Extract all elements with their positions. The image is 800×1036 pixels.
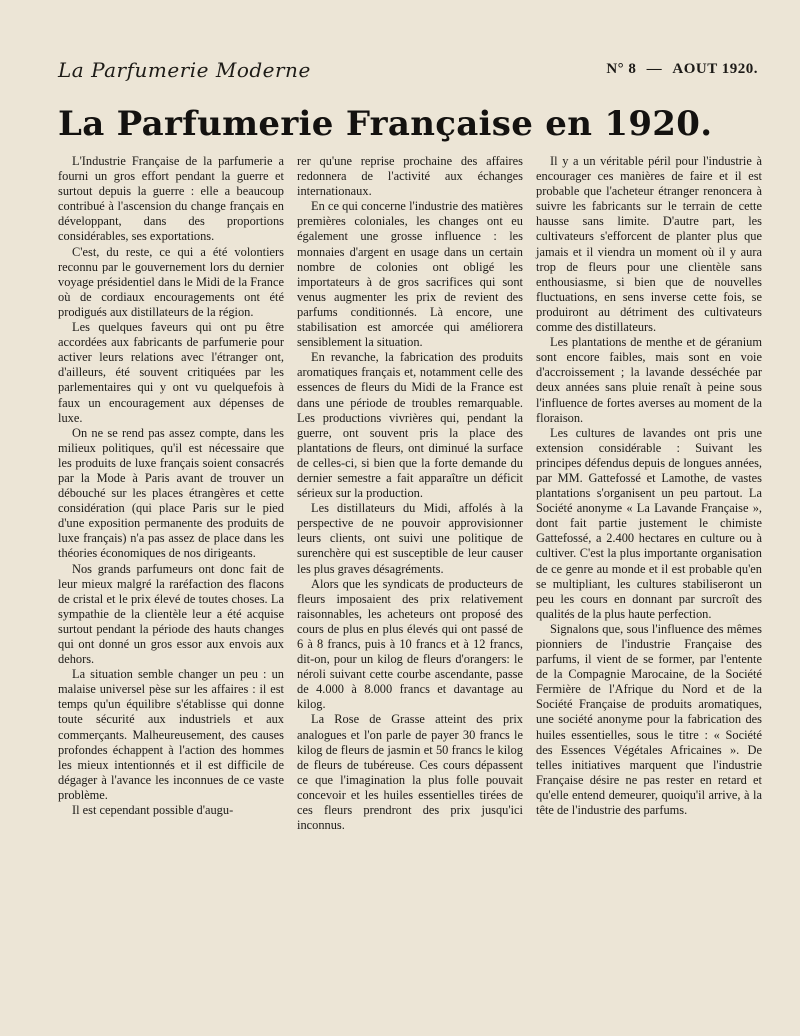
- issue-number: N° 8: [606, 61, 637, 77]
- issue-date: AOUT 1920.: [672, 61, 758, 77]
- column-1: [58, 154, 284, 833]
- column-2: [297, 154, 523, 833]
- paragraph: Nos grands parfumeurs ont donc fait de leur mieux malgré la raréfaction des flacons de cristal et le prix élevé de toutes choses. La sympathie de la clientèle leur a été acquise surtout pendant la période des hauts changes qui ont donné un gros essor aux envois aux dehors.: [58, 561, 284, 667]
- paragraph: En ce qui concerne l'industrie des matières premières coloniales, les changes ont eu également une grosse influence : les monnaies d'argent en usage dans un certain nombre de colonies ont obligé les importateurs à de gros sacrifices qui sont venus augmenter les prix de revient des parfums conditionnés. Là encore, une stabilisation est amorcée qui améliorera sensiblement la situation.: [297, 199, 523, 350]
- issue-info: [600, 61, 758, 78]
- paragraph: Il est cependant possible d'augu-: [72, 803, 234, 818]
- paragraph: Les distillateurs du Midi, affolés à la perspective de ne pouvoir approvisionner leurs clients, ont suivi une politique de surenchère qui est susceptible de leur causer les plus graves désagréments.: [297, 501, 523, 576]
- paragraph: Les quelques faveurs qui ont pu être accordées aux fabricants de parfumerie pour activer leurs relations avec l'étranger ont, d'ailleurs, été souvent critiquées par les parlementaires qui y ont vu quelquefois à faux un encouragement aux dépenses de luxe.: [58, 320, 284, 425]
- paragraph: Il y a un véritable péril pour l'industrie à encourager ces manières de faire et il est probable que l'acheteur étranger renoncera à suivre les fabricants sur le terrain de cette hausse sans limite. D'autre part, les cultivateurs s'efforcent de planter plus que jamais et il viendra un moment où il y aura trop de fleurs pour une clientèle sans enthousiasme, si bien que de nouvelles fluctuations, en sens inverse cette fois, se produiront au détriment des cultivateurs comme des distillateurs.: [536, 154, 762, 335]
- masthead: [58, 58, 758, 86]
- paragraph: La Rose de Grasse atteint des prix analogues et l'on parle de payer 30 francs le kilog de fleurs de jasmin et 50 francs le kilog de fleurs de tubéreuse. Ces cours dépassent ce que l'imagination la plus folle pouvait concevoir et les huiles essentielles tirées de ces fleurs prendront des prix jusqu'ici inconnus.: [297, 712, 523, 833]
- paragraph: Signalons que, sous l'influence des mêmes pionniers de l'industrie Française des parfums, il vient de se former, par l'entente de la Compagnie Marocaine, de la Société Fermière de l'Afrique du Nord et de la Société Française de produits aromatiques, une société anonyme pour la fabrication des huiles essentielles, sous le titre : « Société des Essences Végétales Africaines ». De telles initiatives marquent que l'industrie Française désire ne pas rester en retard et qu'elle entend demeurer, quoiqu'il arrive, à la tête de l'industrie des parfums.: [536, 621, 762, 818]
- paragraph: Les cultures de lavandes ont pris une extension considérable : Suivant les principes défendus depuis de longues années, par MM. Gattefossé et Lamothe, de vastes plantations s'organisent un peu partout. La Société anonyme « La Lavande Française », dont fait partie justement le chimiste Gattefossé, a 2.400 hectares en culture ou à cultiver. C'est la plus importante organisation de ce genre au monde et il est probable qu'en se multipliant, les cultures stabiliseront un peu les cours en donnant par surcroît des qualités de la plus haute perfection.: [536, 425, 762, 621]
- paragraph: L'Industrie Française de la parfumerie a fourni un gros effort pendant la guerre et surtout depuis la guerre : elle a beaucoup contribué à l'ascension du change français en développant, dans des proportions considérables, ses exportations.: [58, 154, 284, 244]
- paragraph: La situation semble changer un peu : un malaise universel pèse sur les affaires : il est temps qu'un équilibre s'établisse qui donne toute sécurité aux industriels et aux commerçants. Malheureusement, des causes profondes échappent à l'action des hommes les mieux intentionnés et il est difficile de dégager à l'avance les inconnues de ce vaste problème.: [58, 667, 284, 802]
- masthead-title: La Parfumerie Moderne: [58, 58, 311, 82]
- paragraph: Les plantations de menthe et de géranium sont encore faibles, mais sont en voie d'accroissement ; la lavande desséchée par deux années sans pluie renaît à peine sous l'influence de fortes averses au moment de la floraison.: [536, 335, 762, 425]
- paragraph: C'est, du reste, ce qui a été volontiers reconnu par le gouvernement lors du dernier voyage présidentiel dans le Midi de la France où de cordiaux encouragements ont été prodigués aux distillateurs de la région.: [58, 244, 284, 319]
- paragraph: rer qu'une reprise prochaine des affaires redonnera de l'activité aux échanges internationaux.: [297, 154, 523, 199]
- column-3: [536, 154, 762, 833]
- paragraph: En revanche, la fabrication des produits aromatiques français et, notamment celle des essences de fleurs du Midi de la France est dans une période de troubles remarquable. Les productions vivrières qui, pendant la guerre, ont souvent pris la place des plantations de fleurs, ont diminué la surface de celles-ci, si bien que la forte demande du dernier semestre a fait apparaître un déficit sérieux sur la production.: [297, 350, 523, 501]
- article-headline: La Parfumerie Française en 1920.: [58, 104, 713, 144]
- article-body: [58, 154, 762, 833]
- paragraph: On ne se rend pas assez compte, dans les milieux politiques, qu'il est nécessaire que les produits de luxe français soient consacrés par la Mode à Paris avant de trouver un débouché sur les places étrangères et cette considération (qui place Paris sur le pied d'une exposition permanente des produits de luxe français) n'a pas assez de place dans les théories économiques de nos dirigeants.: [58, 425, 284, 561]
- issue-separator: —: [646, 61, 663, 77]
- paragraph: Alors que les syndicats de producteurs de fleurs imposaient des prix relativement raisonnables, les acheteurs ont proposé des cours de plus en plus élevés qui ont passé de 6 à 8 francs, puis à 10 francs et à 12 francs, dit-on, pour un kilog de fleurs d'orangers: le néroli suivant cette courbe ascendante, passe de 4.000 à 8.000 francs et davantage au kilog.: [297, 576, 523, 712]
